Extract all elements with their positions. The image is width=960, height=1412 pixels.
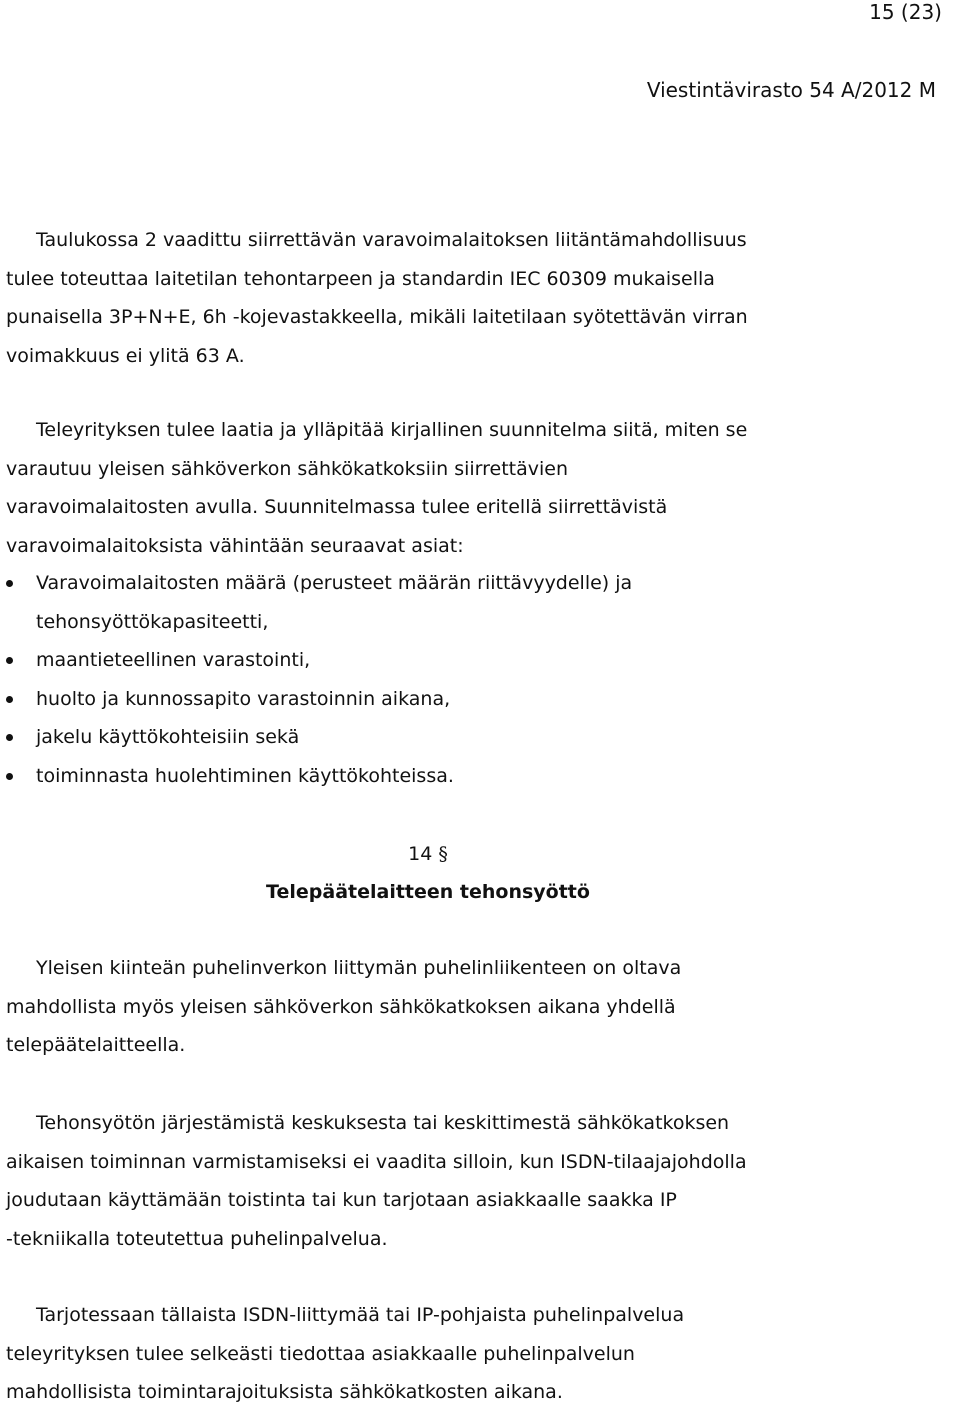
paragraph-connection-requirement (6, 221, 946, 375)
paragraph-line: Taulukossa 2 vaadittu siirrettävän varavoimalaitoksen liitäntämahdollisuus (36, 229, 747, 251)
paragraph-line: varautuu yleisen sähköverkon sähkökatkoksiin siirrettävien (6, 457, 569, 480)
paragraph-fixed-line-service (6, 949, 946, 1065)
paragraph-line: Teleyrityksen tulee laatia ja ylläpitää kirjallinen suunnitelma siitä, miten se (36, 419, 748, 441)
bullet-icon (6, 657, 13, 664)
paragraph-line: teleyrityksen tulee selkeästi tiedottaa asiakkaalle puhelinpalvelun (6, 1342, 635, 1365)
paragraph-line: aikaisen toiminnan varmistamiseksi ei vaadita silloin, kun ISDN-tilaajajohdolla (6, 1150, 747, 1173)
paragraph-power-supply-exception (6, 1104, 946, 1258)
list-item-text: Varavoimalaitosten määrä (perusteet määrän riittävyydelle) ja (36, 572, 633, 594)
paragraph-customer-notice (6, 1296, 946, 1412)
paragraph-line: telepäätelaitteella. (6, 1034, 186, 1056)
list-item (6, 757, 946, 796)
paragraph-line: varavoimalaitosten avulla. Suunnitelmassa tulee eritellä siirrettävistä (6, 496, 668, 518)
paragraph-line: varavoimalaitoksista vähintään seuraavat asiat: (6, 534, 464, 557)
section-title: Telepäätelaitteen tehonsyöttö (266, 881, 590, 903)
paragraph-line: voimakkuus ei ylitä 63 A. (6, 344, 245, 367)
bullet-icon (6, 696, 13, 703)
list-item-text: toiminnasta huolehtiminen käyttökohteissa. (36, 764, 454, 787)
section-sign: § (438, 843, 448, 865)
paragraph-contingency-plan (6, 411, 946, 565)
list-item-continuation (6, 603, 946, 642)
paragraph-line: Yleisen kiinteän puhelinverkon liittymän puhelinliikenteen on oltava (36, 957, 682, 979)
bullet-icon (6, 580, 13, 587)
requirements-list (6, 564, 946, 795)
list-item (6, 718, 946, 757)
paragraph-line: Tarjotessaan tällaista ISDN-liittymää tai IP-pohjaista puhelinpalvelua (36, 1304, 685, 1326)
list-item-text: tehonsyöttökapasiteetti, (36, 610, 269, 633)
paragraph-line: joudutaan käyttämään toistinta tai kun tarjotaan asiakkaalle saakka IP (6, 1189, 677, 1211)
list-item (6, 680, 946, 719)
section-number-value: 14 (408, 843, 433, 865)
section-number (0, 838, 856, 870)
paragraph-line: mahdollista myös yleisen sähköverkon sähkökatkoksen aikana yhdellä (6, 995, 676, 1018)
paragraph-line: punaisella 3P+N+E, 6h -kojevastakkeella, mikäli laitetilaan syötettävän virran (6, 306, 748, 328)
page-number: 15 (23) (869, 0, 942, 24)
bullet-icon (6, 773, 13, 780)
list-item (6, 641, 946, 680)
paragraph-line: mahdollisista toimintarajoituksista sähkökatkosten aikana. (6, 1381, 563, 1403)
paragraph-line: -tekniikalla toteutettua puhelinpalvelua. (6, 1227, 388, 1250)
paragraph-line: tulee toteuttaa laitetilan tehontarpeen ja standardin IEC 60309 mukaisella (6, 267, 715, 290)
bullet-icon (6, 734, 13, 741)
list-item (6, 564, 946, 603)
list-item-text: jakelu käyttökohteisiin sekä (36, 726, 300, 748)
paragraph-line: Tehonsyötön järjestämistä keskuksesta tai keskittimestä sähkökatkoksen (36, 1112, 730, 1134)
list-item-text: maantieteellinen varastointi, (36, 649, 311, 671)
list-item-text: huolto ja kunnossapito varastoinnin aikana, (36, 687, 451, 710)
document-reference: Viestintävirasto 54 A/2012 M (646, 78, 936, 102)
